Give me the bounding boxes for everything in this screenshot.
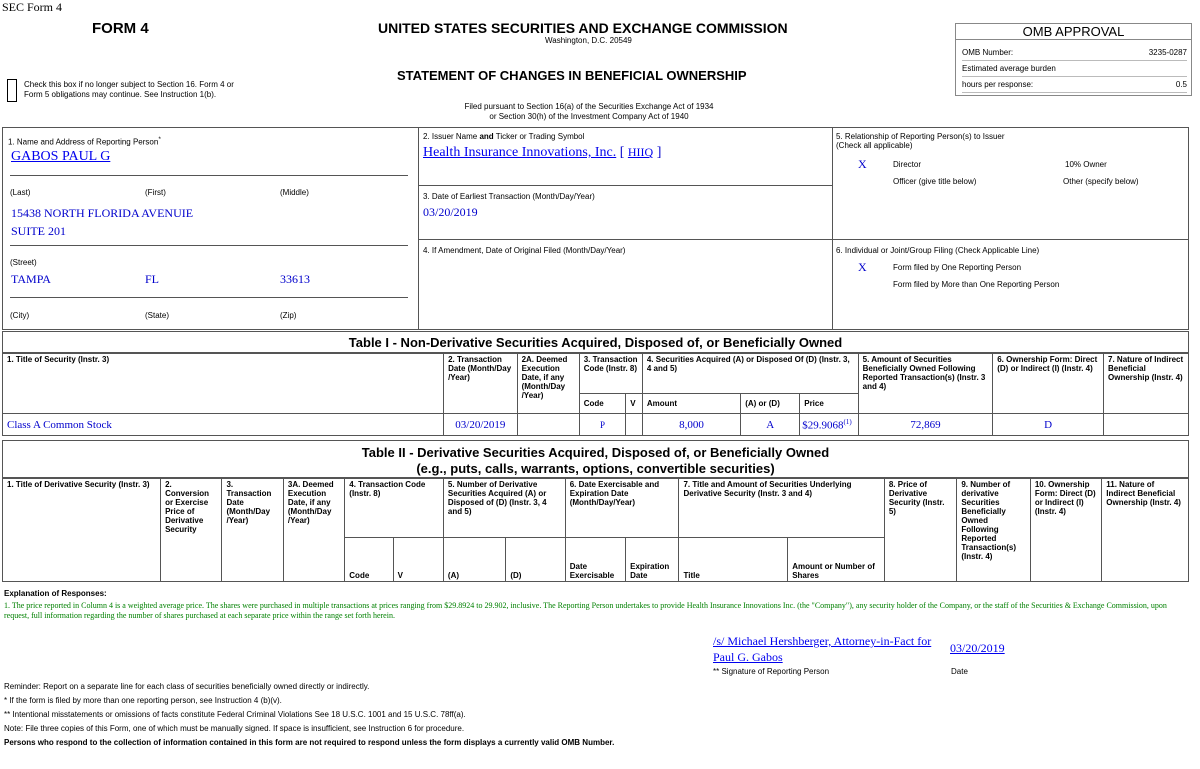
omb-approval-box bbox=[955, 23, 1192, 96]
t2-sub-a: (A) bbox=[443, 538, 505, 582]
t1-h6: 6. Ownership Form: Direct (D) or Indirect (I) (Instr. 4) bbox=[993, 354, 1104, 414]
t1-price-cell bbox=[800, 414, 858, 436]
t1-h2a: 2A. Deemed Execution Date, if any (Month/Day /Year) bbox=[517, 354, 579, 414]
t2-h9: 9. Number of derivative Securities Beneficially Owned Following Reported Transaction(s) (Instr. 4) bbox=[957, 479, 1030, 582]
table-row bbox=[3, 414, 1189, 436]
t1-amount-cell: 8,000 bbox=[642, 414, 740, 436]
footer-note-1: * If the form is filed by more than one reporting person, see Instruction 4 (b)(v). bbox=[4, 696, 282, 705]
omb-hours-label: hours per response: bbox=[962, 79, 1034, 89]
relationship-label: 5. Relationship of Reporting Person(s) to Issuer bbox=[836, 132, 1005, 141]
street-line-1: 15438 NORTH FLORIDA AVENUIE bbox=[11, 206, 194, 220]
t2-h6: 6. Date Exercisable and Expiration Date (Month/Day/Year) bbox=[565, 479, 679, 538]
t1-owned-cell: 72,869 bbox=[858, 414, 993, 436]
reminder-text: Reminder: Report on a separate line for each class of securities beneficially owned directly or indirectly. bbox=[4, 682, 370, 691]
t1-sub-v: V bbox=[626, 394, 643, 414]
t1-date-cell: 03/20/2019 bbox=[444, 414, 518, 436]
ticker-bracket-close: ] bbox=[656, 145, 662, 160]
t1-price-value: $29.9068 bbox=[802, 419, 844, 432]
zip-label: (Zip) bbox=[280, 311, 297, 320]
owner10-label: 10% Owner bbox=[1065, 160, 1107, 169]
zip-value: 33613 bbox=[280, 272, 310, 286]
statement-title: STATEMENT OF CHANGES IN BENEFICIAL OWNERSHIP bbox=[397, 68, 747, 83]
t2-h8: 8. Price of Derivative Security (Instr. 5) bbox=[884, 479, 956, 582]
street-line-2: SUITE 201 bbox=[11, 224, 66, 238]
t1-deemed-cell bbox=[517, 414, 579, 436]
other-label: Other (specify below) bbox=[1063, 177, 1139, 186]
t2-sub-title: Title bbox=[679, 538, 788, 582]
t2-sub-d: (D) bbox=[506, 538, 565, 582]
date-label: Date bbox=[951, 667, 968, 676]
t1-h5: 5. Amount of Securities Beneficially Owned Following Reported Transaction(s) (Instr. 3 and 4) bbox=[858, 354, 993, 414]
issuer-label-a: 2. Issuer Name bbox=[423, 132, 480, 141]
middle-label: (Middle) bbox=[280, 188, 309, 197]
form-label: FORM 4 bbox=[92, 20, 149, 37]
t1-v-cell bbox=[626, 414, 643, 436]
t2-h2: 2. Conversion or Exercise Price of Derivative Security bbox=[161, 479, 222, 582]
more-person-label: Form filed by More than One Reporting Person bbox=[893, 280, 1060, 289]
t1-form-cell: D bbox=[993, 414, 1104, 436]
explanation-label: Explanation of Responses: bbox=[4, 589, 107, 598]
last-label: (Last) bbox=[10, 188, 31, 197]
one-person-label: Form filed by One Reporting Person bbox=[893, 263, 1022, 272]
reporting-person-label-star: * bbox=[158, 136, 161, 143]
t2-h10: 10. Ownership Form: Direct (D) or Indirect (I) (Instr. 4) bbox=[1030, 479, 1101, 582]
reporting-person-name-link[interactable]: GABOS PAUL G bbox=[11, 149, 111, 164]
issuer-name-link[interactable]: Health Insurance Innovations, Inc. bbox=[423, 145, 617, 160]
filed-line-1: Filed pursuant to Section 16(a) of the Securities Exchange Act of 1934 bbox=[464, 102, 714, 111]
issuer-label-and: and bbox=[479, 132, 494, 141]
t2-h1: 1. Title of Derivative Security (Instr. 3) bbox=[3, 479, 161, 582]
document-title: SEC Form 4 bbox=[2, 0, 63, 14]
ticker-bracket-open: [ bbox=[619, 145, 625, 160]
street-label: (Street) bbox=[10, 258, 37, 267]
t1-h2: 2. Transaction Date (Month/Day /Year) bbox=[444, 354, 518, 414]
issuer-label-b: Ticker or Trading Symbol bbox=[493, 132, 585, 141]
omb-hours-row bbox=[962, 77, 1187, 93]
t2-h3a: 3A. Deemed Execution Date, if any (Month/Day /Year) bbox=[283, 479, 344, 582]
amendment-label: 4. If Amendment, Date of Original Filed (Month/Day/Year) bbox=[423, 246, 626, 255]
relationship-sub: (Check all applicable) bbox=[836, 141, 913, 150]
director-x-mark: X bbox=[858, 157, 867, 171]
t1-aord-cell: A bbox=[741, 414, 800, 436]
t2-sub-code: Code bbox=[345, 538, 393, 582]
omb-number-row bbox=[962, 45, 1187, 61]
t2-h11: 11. Nature of Indirect Beneficial Ownership (Instr. 4) bbox=[1102, 479, 1189, 582]
omb-burden-label: Estimated average burden bbox=[962, 63, 1056, 73]
agency-title: UNITED STATES SECURITIES AND EXCHANGE COMMISSION bbox=[378, 20, 788, 36]
t2-sub-exercisable: Date Exercisable bbox=[565, 538, 625, 582]
omb-hours-value: 0.5 bbox=[1175, 79, 1187, 89]
city-value: TAMPA bbox=[11, 272, 51, 286]
t2-sub-expiration: Expiration Date bbox=[626, 538, 679, 582]
t1-price-footnote: (1) bbox=[843, 417, 852, 426]
t1-h1: 1. Title of Security (Instr. 3) bbox=[3, 354, 444, 414]
omb-number-label: OMB Number: bbox=[962, 47, 1014, 57]
t2-h7: 7. Title and Amount of Securities Underlying Derivative Security (Instr. 3 and 4) bbox=[679, 479, 884, 538]
t1-h3: 3. Transaction Code (Instr. 8) bbox=[579, 354, 642, 394]
reporting-person-label-text: 1. Name and Address of Reporting Person bbox=[8, 137, 159, 147]
state-value: FL bbox=[145, 272, 160, 286]
t2-sub-amount: Amount or Number of Shares bbox=[788, 538, 885, 582]
table1-title: Table I - Non-Derivative Securities Acquired, Disposed of, or Beneficially Owned bbox=[348, 335, 843, 350]
t2-sub-v: V bbox=[393, 538, 443, 582]
signature-label: ** Signature of Reporting Person bbox=[713, 667, 830, 676]
ticker-link[interactable]: HIIQ bbox=[627, 145, 654, 159]
issuer-label bbox=[423, 132, 584, 142]
table1 bbox=[2, 353, 1189, 436]
t1-sub-amount: Amount bbox=[642, 394, 740, 414]
table2 bbox=[2, 478, 1189, 582]
filed-pursuant bbox=[434, 102, 744, 122]
t1-sub-price: Price bbox=[800, 394, 858, 414]
t1-code-cell: P bbox=[579, 414, 626, 436]
footer-note-3: Note: File three copies of this Form, one of which must be manually signed. If space is insufficient, see Instruction 6 for procedure. bbox=[4, 724, 465, 733]
t1-title-cell: Class A Common Stock bbox=[3, 414, 444, 436]
t2-h5: 5. Number of Derivative Securities Acquired (A) or Disposed of (D) (Instr. 3, 4 and 5) bbox=[443, 479, 565, 538]
t2-h4: 4. Transaction Code (Instr. 8) bbox=[345, 479, 444, 538]
table2-title-2: (e.g., puts, calls, warrants, options, convertible securities) bbox=[416, 461, 775, 476]
omb-burden-row bbox=[962, 61, 1187, 77]
t1-h7: 7. Nature of Indirect Beneficial Ownership (Instr. 4) bbox=[1104, 354, 1189, 414]
signature-line-1: /s/ Michael Hershberger, Attorney-in-Fact for bbox=[713, 634, 932, 648]
t2-h3: 3. Transaction Date (Month/Day /Year) bbox=[222, 479, 283, 582]
signature-line-2: Paul G. Gabos bbox=[713, 650, 783, 664]
signature-link[interactable] bbox=[713, 633, 931, 665]
earliest-transaction-label: 3. Date of Earliest Transaction (Month/Day/Year) bbox=[423, 192, 595, 201]
state-label: (State) bbox=[145, 311, 170, 320]
first-label: (First) bbox=[145, 188, 166, 197]
t1-sub-code: Code bbox=[579, 394, 626, 414]
omb-title: OMB APPROVAL bbox=[956, 24, 1191, 40]
explanation-text: 1. The price reported in Column 4 is a weighted average price. The shares were purchased in multiple transactions at prices ranging from $29.8924 to 29.902, inclusive. The Reporting Person undertakes to provide Health Insurance Innovations Inc. (the "Company"), any security holder of the Company, or the staff of the Securities & Exchange Commission, upon request, full information regarding the number of shares purchased at each separate price within the range set forth herein. bbox=[4, 601, 1167, 620]
earliest-transaction-date: 03/20/2019 bbox=[423, 205, 478, 219]
table2-title-1: Table II - Derivative Securities Acquired, Disposed of, or Beneficially Owned bbox=[361, 445, 830, 460]
filed-line-2: or Section 30(h) of the Investment Company Act of 1940 bbox=[489, 112, 689, 121]
t1-sub-aord: (A) or (D) bbox=[741, 394, 800, 414]
city-label: (City) bbox=[10, 311, 30, 320]
signature-date: 03/20/2019 bbox=[950, 641, 1005, 655]
footer-note-4: Persons who respond to the collection of information contained in this form are not required to respond unless the form displays a currently valid OMB Number. bbox=[4, 738, 615, 747]
footer-note-2: ** Intentional misstatements or omissions of facts constitute Federal Criminal Violations See 18 U.S.C. 1001 and 15 U.S.C. 78ff(a). bbox=[4, 710, 466, 719]
officer-label: Officer (give title below) bbox=[893, 177, 977, 186]
director-label: Director bbox=[893, 160, 922, 169]
reporting-person-label bbox=[8, 135, 161, 148]
section16-checkbox[interactable] bbox=[7, 79, 17, 102]
agency-city: Washington, D.C. 20549 bbox=[545, 36, 632, 45]
one-person-x-mark: X bbox=[858, 260, 867, 274]
omb-number-value: 3235-0287 bbox=[1148, 47, 1187, 57]
t1-nature-cell bbox=[1104, 414, 1189, 436]
t1-h4: 4. Securities Acquired (A) or Disposed Of (D) (Instr. 3, 4 and 5) bbox=[642, 354, 858, 394]
filing-label: 6. Individual or Joint/Group Filing (Check Applicable Line) bbox=[836, 246, 1040, 255]
issuer-name-row bbox=[423, 145, 661, 161]
section16-checkbox-label: Check this box if no longer subject to Section 16. Form 4 or Form 5 obligations may continue. See Instruction 1(b). bbox=[24, 80, 234, 99]
